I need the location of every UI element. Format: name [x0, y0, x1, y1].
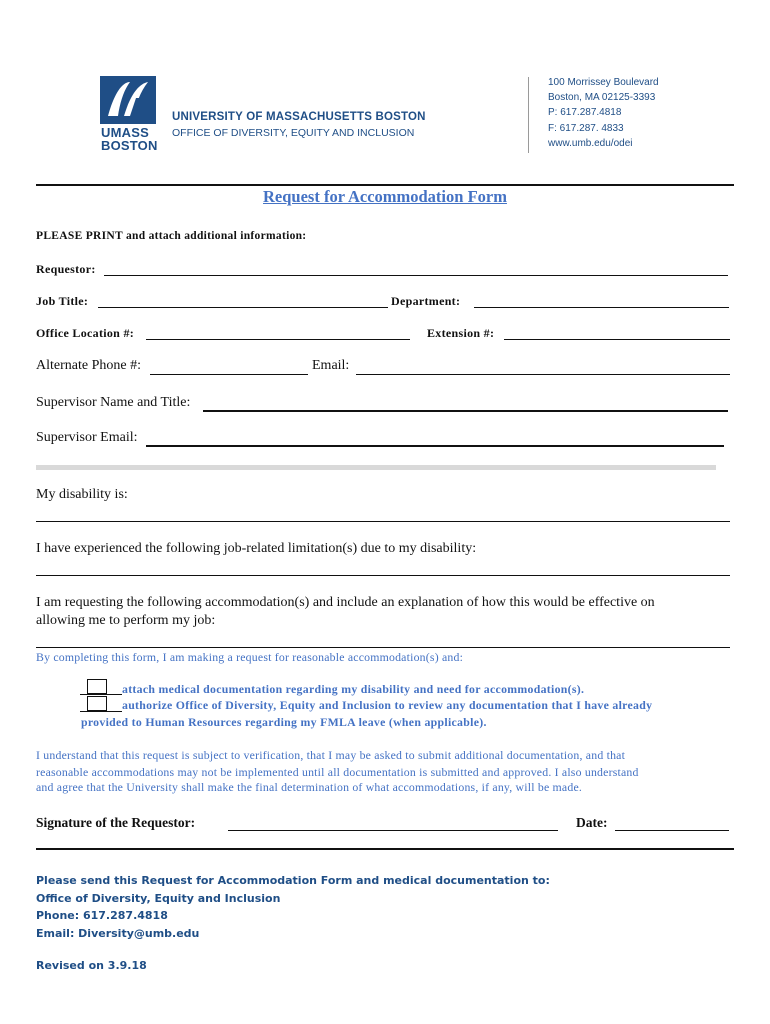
section-divider: [36, 465, 716, 470]
alt-phone-label: Alternate Phone #:: [36, 358, 141, 373]
contact-block: [548, 75, 659, 151]
checkbox1-underline: [80, 694, 122, 695]
checkbox2-underline: [80, 711, 122, 712]
limitations-field[interactable]: [36, 575, 730, 576]
umass-logo-icon: [100, 76, 156, 132]
disability-label: My disability is:: [36, 487, 128, 502]
consent-option2-line1: authorize Office of Diversity, Equity and Inclusion to review any documentation that I have already: [122, 698, 653, 712]
accommodation-label-line1: I am requesting the following accommodation(s) and include an explanation of how this would be effective on: [36, 595, 655, 610]
logo-wordmark-line1: UMASS: [101, 125, 149, 140]
form-instruction: PLEASE PRINT and attach additional information:: [36, 230, 307, 242]
supervisor-email-field[interactable]: [146, 445, 724, 447]
logo-wordmark-line2: BOSTON: [101, 138, 158, 153]
revision-date: Revised on 3.9.18: [36, 959, 147, 972]
job-title-label: Job Title:: [36, 294, 89, 308]
requestor-label: Requestor:: [36, 262, 96, 276]
requestor-field[interactable]: [104, 275, 728, 276]
date-label: Date:: [576, 815, 608, 830]
bottom-rule: [36, 848, 734, 850]
supervisor-name-label: Supervisor Name and Title:: [36, 395, 191, 410]
top-rule: [36, 184, 734, 186]
job-title-field[interactable]: [98, 307, 388, 308]
accommodation-field[interactable]: [36, 647, 730, 648]
fax-number: F: 617.287. 4833: [548, 122, 624, 134]
phone-number: P: 617.287.4818: [548, 107, 622, 119]
footer-phone: Phone: 617.287.4818: [36, 909, 168, 922]
office-location-label: Office Location #:: [36, 326, 135, 340]
disability-field[interactable]: [36, 521, 730, 522]
university-name: UNIVERSITY OF MASSACHUSETTS BOSTON: [172, 111, 426, 123]
office-location-field[interactable]: [146, 339, 410, 340]
header-divider: [528, 77, 529, 153]
extension-label: Extension #:: [427, 326, 495, 340]
extension-field[interactable]: [504, 339, 730, 340]
consent-option2-line2: provided to Human Resources regarding my FMLA leave (when applicable).: [81, 715, 487, 729]
footer-email[interactable]: Email: Diversity@umb.edu: [36, 926, 200, 940]
address-line1: 100 Morrissey Boulevard: [548, 77, 659, 88]
signature-field[interactable]: [228, 830, 558, 831]
signature-label: Signature of the Requestor:: [36, 815, 196, 830]
footer-send-line: Please send this Request for Accommodation Form and medical documentation to:: [36, 874, 550, 887]
authorize-review-checkbox[interactable]: [87, 696, 107, 711]
limitations-label: I have experienced the following job-related limitation(s) due to my disability:: [36, 541, 477, 556]
office-name: OFFICE OF DIVERSITY, EQUITY AND INCLUSION: [172, 127, 415, 139]
supervisor-name-field[interactable]: [203, 410, 728, 412]
statement-line3: and agree that the University shall make the final determination of what accommodations, if any, will be made.: [36, 780, 583, 794]
statement-line2: reasonable accommodations may not be implemented until all documentation is submitted and approved. I also understand: [36, 765, 639, 779]
address-line2: Boston, MA 02125-3393: [548, 92, 656, 104]
attach-documentation-checkbox[interactable]: [87, 679, 107, 694]
supervisor-email-label: Supervisor Email:: [36, 430, 138, 445]
statement-line1: I understand that this request is subject to verification, that I may be asked to submit additional documentation, and that: [36, 748, 626, 762]
email-field[interactable]: [356, 374, 730, 375]
consent-option1: attach medical documentation regarding my disability and need for accommodation(s).: [122, 682, 585, 696]
department-field[interactable]: [474, 307, 729, 308]
website-link[interactable]: www.umb.edu/odei: [548, 137, 633, 149]
logo-wordmark: [101, 126, 158, 152]
date-field[interactable]: [615, 830, 729, 831]
form-title: Request for Accommodation Form: [263, 187, 507, 206]
department-label: Department:: [391, 294, 461, 308]
footer-office: Office of Diversity, Equity and Inclusion: [36, 891, 281, 905]
alt-phone-field[interactable]: [150, 374, 308, 375]
footer-contact: [36, 872, 550, 942]
consent-intro: By completing this form, I am making a request for reasonable accommodation(s) and:: [36, 650, 464, 664]
accommodation-label-line2: allowing me to perform my job:: [36, 613, 216, 628]
email-label: Email:: [312, 358, 350, 373]
